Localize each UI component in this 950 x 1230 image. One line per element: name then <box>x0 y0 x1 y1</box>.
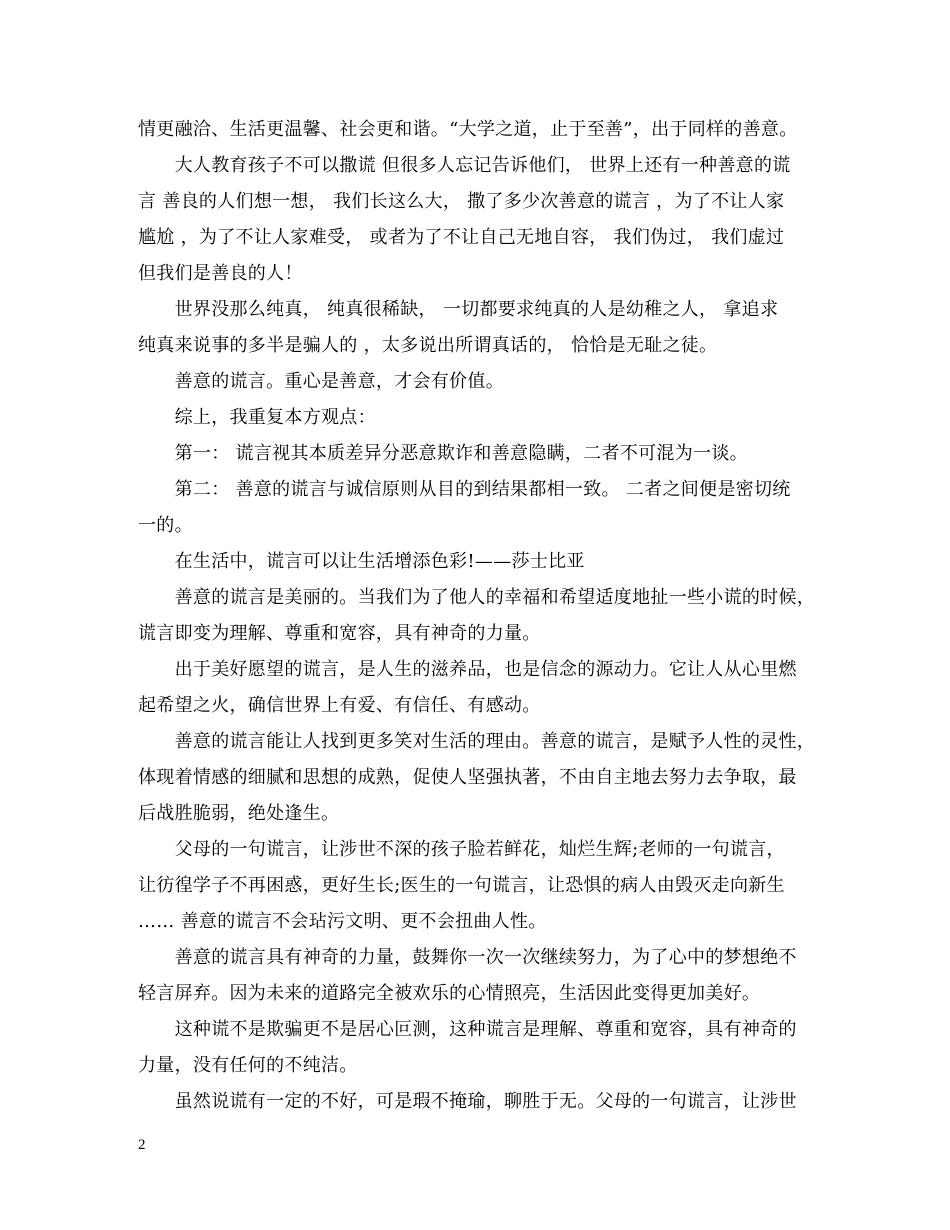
text-line: 善意的谎言能让人找到更多笑对生活的理由。善意的谎言，是赋予人性的灵性， <box>138 731 816 752</box>
text-line: 但我们是善良的人！ <box>138 263 303 284</box>
text-line: 情更融洽、生活更温馨、社会更和谐。“大学之道，止于至善”，出于同样的善意。 <box>138 119 798 140</box>
text-line: 尴尬 ，为了不让人家难受， 或者为了不让自己无地自容， 我们伪过， 我们虚过 <box>138 227 785 248</box>
text-line: 善意的谎言具有神奇的力量，鼓舞你一次一次继续努力，为了心中的梦想绝不 <box>138 947 797 968</box>
text-line: 综上，我重复本方观点： <box>138 407 376 428</box>
text-line: 虽然说谎有一定的不好，可是瑕不掩瑜，聊胜于无。父母的一句谎言，让涉世 <box>138 1091 797 1112</box>
text-line: 第一： 谎言视其本质差异分恶意欺诈和善意隐瞒，二者不可混为一谈。 <box>138 443 748 464</box>
text-line: 谎言即变为理解、尊重和宽容，具有神奇的力量。 <box>138 623 541 644</box>
text-line: 让彷徨学子不再困惑，更好生长;医生的一句谎言，让恐惧的病人由毁灭走向新生 <box>138 875 785 896</box>
text-line: 一的。 <box>138 515 193 536</box>
text-line: 力量，没有任何的不纯洁。 <box>138 1055 358 1076</box>
text-line: 轻言屏弃。因为未来的道路完全被欢乐的心情照亮，生活因此变得更加美好。 <box>138 983 761 1004</box>
text-line: 世界没那么纯真， 纯真很稀缺， 一切都要求纯真的人是幼稚之人， 拿追求 <box>138 299 779 320</box>
text-line: 出于美好愿望的谎言，是人生的滋养品，也是信念的源动力。它让人从心里燃 <box>138 659 797 680</box>
text-line: 善意的谎言。重心是善意，才会有价值。 <box>138 371 504 392</box>
text-line: …… 善意的谎言不会玷污文明、更不会扭曲人性。 <box>138 911 547 932</box>
text-line: 言 善良的人们想一想， 我们长这么大， 撒了多少次善意的谎言 ，为了不让人家 <box>138 191 785 212</box>
text-line: 这种谎不是欺骗更不是居心叵测，这种谎言是理解、尊重和宽容，具有神奇的 <box>138 1019 797 1040</box>
text-line: 第二： 善意的谎言与诚信原则从目的到结果都相一致。 二者之间便是密切统 <box>138 479 791 500</box>
text-line: 体现着情感的细腻和思想的成熟，促使人坚强执著，不由自主地去努力去争取，最 <box>138 767 797 788</box>
text-line: 大人教育孩子不可以撒谎 但很多人忘记告诉他们， 世界上还有一种善意的谎 <box>138 155 791 176</box>
text-line: 纯真来说事的多半是骗人的 ，太多说出所谓真话的， 恰恰是无耻之徒。 <box>138 335 718 356</box>
text-line: 后战胜脆弱，绝处逢生。 <box>138 803 340 824</box>
text-line: 起希望之火，确信世界上有爱、有信任、有感动。 <box>138 695 541 716</box>
text-line: 善意的谎言是美丽的。当我们为了他人的幸福和希望适度地扯一些小谎的时候， <box>138 587 816 608</box>
text-line: 在生活中，谎言可以让生活增添色彩!——莎士比亚 <box>138 551 585 572</box>
text-line: 父母的一句谎言，让涉世不深的孩子脸若鲜花，灿烂生辉;老师的一句谎言， <box>138 839 785 860</box>
page-number: 2 <box>138 1137 146 1153</box>
